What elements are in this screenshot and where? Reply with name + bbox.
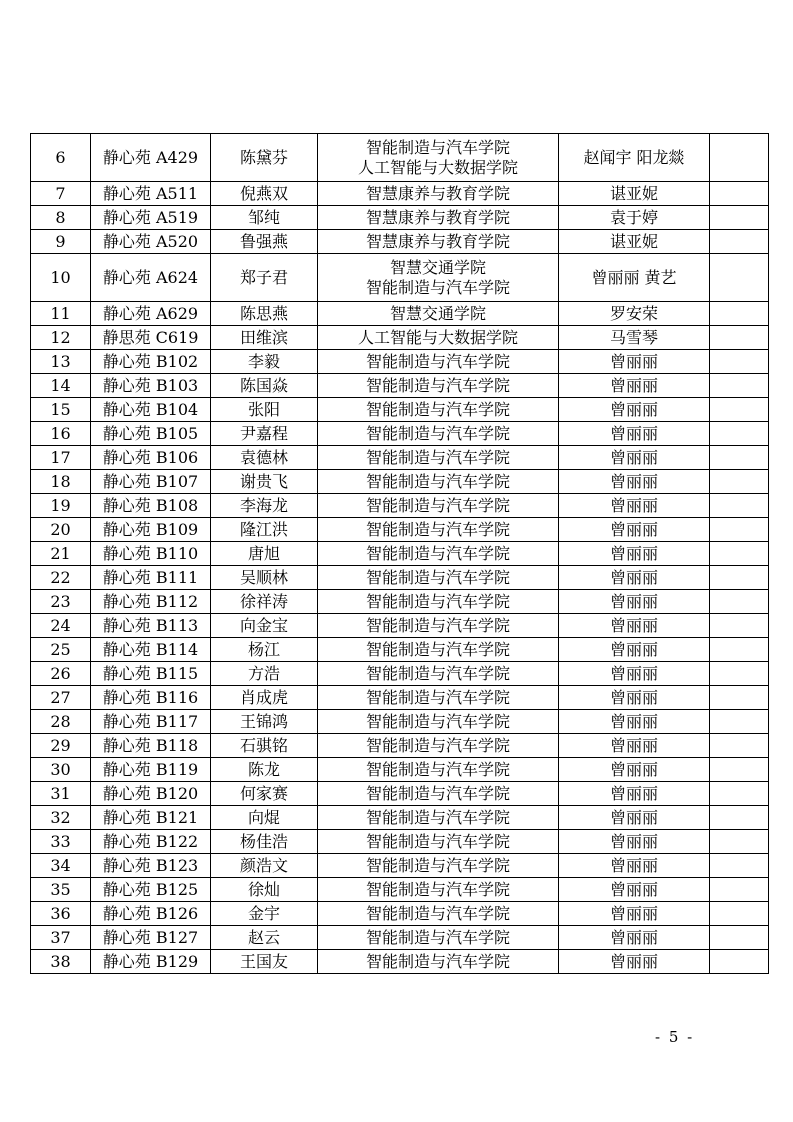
- room-cell: 静心苑 B125: [91, 878, 211, 902]
- name-cell: 郑子君: [211, 254, 318, 302]
- note-cell: [710, 542, 769, 566]
- note-cell: [710, 830, 769, 854]
- table-row: [31, 638, 769, 662]
- table-row: [31, 902, 769, 926]
- college-cell: [318, 782, 559, 806]
- name-cell: 杨佳浩: [211, 830, 318, 854]
- room-cell: 静心苑 B120: [91, 782, 211, 806]
- row-number-cell: 17: [31, 446, 91, 470]
- table-row: [31, 422, 769, 446]
- name-cell: 袁德林: [211, 446, 318, 470]
- college-cell: [318, 134, 559, 182]
- note-cell: [710, 566, 769, 590]
- table-row: [31, 518, 769, 542]
- college-cell: [318, 710, 559, 734]
- college-cell: [318, 662, 559, 686]
- name-cell: 陈思燕: [211, 302, 318, 326]
- row-number-cell: 27: [31, 686, 91, 710]
- room-cell: 静心苑 A429: [91, 134, 211, 182]
- college-cell: [318, 254, 559, 302]
- counselor-cell: 曾丽丽: [559, 518, 710, 542]
- room-cell: 静心苑 B122: [91, 830, 211, 854]
- table-row: [31, 734, 769, 758]
- counselor-cell: 曾丽丽: [559, 398, 710, 422]
- name-cell: 肖成虎: [211, 686, 318, 710]
- room-cell: 静心苑 B119: [91, 758, 211, 782]
- room-cell: 静心苑 B117: [91, 710, 211, 734]
- note-cell: [710, 806, 769, 830]
- counselor-cell: 曾丽丽: [559, 590, 710, 614]
- room-cell: 静心苑 B114: [91, 638, 211, 662]
- row-number-cell: 31: [31, 782, 91, 806]
- note-cell: [710, 326, 769, 350]
- college-cell: [318, 182, 559, 206]
- college-cell: [318, 374, 559, 398]
- counselor-cell: 曾丽丽: [559, 446, 710, 470]
- row-number-cell: 8: [31, 206, 91, 230]
- college-name: 智能制造与汽车学院: [365, 711, 510, 731]
- college-cell: [318, 494, 559, 518]
- table-row: [31, 446, 769, 470]
- college-name: 智慧交通学院: [389, 257, 486, 277]
- note-cell: [710, 662, 769, 686]
- room-cell: 静心苑 B116: [91, 686, 211, 710]
- college-name: 智能制造与汽车学院: [365, 807, 510, 827]
- note-cell: [710, 782, 769, 806]
- counselor-cell: 马雪琴: [559, 326, 710, 350]
- college-name: 智慧康养与教育学院: [365, 207, 510, 227]
- college-cell: [318, 398, 559, 422]
- college-name: 智能制造与汽车学院: [365, 447, 510, 467]
- college-name: 智能制造与汽车学院: [365, 831, 510, 851]
- table-row: [31, 350, 769, 374]
- name-cell: 张阳: [211, 398, 318, 422]
- name-cell: 向金宝: [211, 614, 318, 638]
- name-cell: 方浩: [211, 662, 318, 686]
- college-name: 智能制造与汽车学院: [365, 567, 510, 587]
- row-number-cell: 13: [31, 350, 91, 374]
- row-number-cell: 11: [31, 302, 91, 326]
- college-cell: [318, 518, 559, 542]
- counselor-cell: 曾丽丽: [559, 830, 710, 854]
- table-row: [31, 926, 769, 950]
- row-number-cell: 7: [31, 182, 91, 206]
- counselor-cell: 谌亚妮: [559, 182, 710, 206]
- room-cell: 静思苑 C619: [91, 326, 211, 350]
- college-name: 智能制造与汽车学院: [365, 951, 510, 971]
- college-name: 智能制造与汽车学院: [365, 855, 510, 875]
- college-cell: [318, 734, 559, 758]
- table-row: [31, 710, 769, 734]
- table-row: [31, 398, 769, 422]
- counselor-cell: 曾丽丽: [559, 494, 710, 518]
- note-cell: [710, 590, 769, 614]
- table-row: [31, 878, 769, 902]
- room-cell: 静心苑 B105: [91, 422, 211, 446]
- row-number-cell: 22: [31, 566, 91, 590]
- room-cell: 静心苑 B115: [91, 662, 211, 686]
- counselor-cell: 曾丽丽: [559, 662, 710, 686]
- table-row: [31, 590, 769, 614]
- table-row: [31, 206, 769, 230]
- college-cell: [318, 758, 559, 782]
- room-cell: 静心苑 B102: [91, 350, 211, 374]
- college-name: 智能制造与汽车学院: [365, 615, 510, 635]
- table-row: [31, 470, 769, 494]
- note-cell: [710, 446, 769, 470]
- room-cell: 静心苑 B107: [91, 470, 211, 494]
- counselor-cell: 曾丽丽: [559, 470, 710, 494]
- room-cell: 静心苑 B113: [91, 614, 211, 638]
- counselor-cell: 曾丽丽 黄艺: [559, 254, 710, 302]
- counselor-cell: 曾丽丽: [559, 638, 710, 662]
- counselor-cell: 罗安荣: [559, 302, 710, 326]
- table-row: [31, 854, 769, 878]
- name-cell: 赵云: [211, 926, 318, 950]
- row-number-cell: 37: [31, 926, 91, 950]
- note-cell: [710, 206, 769, 230]
- name-cell: 邹纯: [211, 206, 318, 230]
- name-cell: 王锦鸿: [211, 710, 318, 734]
- name-cell: 谢贵飞: [211, 470, 318, 494]
- note-cell: [710, 302, 769, 326]
- note-cell: [710, 638, 769, 662]
- row-number-cell: 26: [31, 662, 91, 686]
- table-row: [31, 758, 769, 782]
- name-cell: 陈龙: [211, 758, 318, 782]
- row-number-cell: 10: [31, 254, 91, 302]
- row-number-cell: 28: [31, 710, 91, 734]
- counselor-cell: 曾丽丽: [559, 374, 710, 398]
- row-number-cell: 30: [31, 758, 91, 782]
- table-row: [31, 182, 769, 206]
- note-cell: [710, 182, 769, 206]
- row-number-cell: 19: [31, 494, 91, 518]
- note-cell: [710, 230, 769, 254]
- college-name: 智能制造与汽车学院: [365, 423, 510, 443]
- college-name: 智能制造与汽车学院: [365, 375, 510, 395]
- college-cell: [318, 350, 559, 374]
- name-cell: 倪燕双: [211, 182, 318, 206]
- name-cell: 隆江洪: [211, 518, 318, 542]
- note-cell: [710, 422, 769, 446]
- room-cell: 静心苑 B108: [91, 494, 211, 518]
- note-cell: [710, 614, 769, 638]
- note-cell: [710, 350, 769, 374]
- room-cell: 静心苑 B109: [91, 518, 211, 542]
- name-cell: 鲁强燕: [211, 230, 318, 254]
- college-name: 智能制造与汽车学院: [365, 903, 510, 923]
- table-row: [31, 494, 769, 518]
- row-number-cell: 34: [31, 854, 91, 878]
- counselor-cell: 赵闻宇 阳龙燚: [559, 134, 710, 182]
- college-cell: [318, 902, 559, 926]
- table-row: [31, 542, 769, 566]
- counselor-cell: 曾丽丽: [559, 758, 710, 782]
- name-cell: 向焜: [211, 806, 318, 830]
- note-cell: [710, 710, 769, 734]
- row-number-cell: 25: [31, 638, 91, 662]
- table-row: [31, 806, 769, 830]
- college-cell: [318, 542, 559, 566]
- college-cell: [318, 950, 559, 974]
- note-cell: [710, 494, 769, 518]
- room-cell: 静心苑 B118: [91, 734, 211, 758]
- name-cell: 王国友: [211, 950, 318, 974]
- name-cell: 李海龙: [211, 494, 318, 518]
- table-row: [31, 830, 769, 854]
- note-cell: [710, 374, 769, 398]
- room-cell: 静心苑 B126: [91, 902, 211, 926]
- college-cell: [318, 854, 559, 878]
- note-cell: [710, 254, 769, 302]
- row-number-cell: 18: [31, 470, 91, 494]
- name-cell: 唐旭: [211, 542, 318, 566]
- row-number-cell: 23: [31, 590, 91, 614]
- college-cell: [318, 590, 559, 614]
- row-number-cell: 9: [31, 230, 91, 254]
- college-cell: [318, 614, 559, 638]
- college-name: 智能制造与汽车学院: [365, 759, 510, 779]
- college-name: 智能制造与汽车学院: [365, 277, 510, 297]
- row-number-cell: 6: [31, 134, 91, 182]
- college-cell: [318, 302, 559, 326]
- table-row: [31, 302, 769, 326]
- college-cell: [318, 230, 559, 254]
- college-name: 智能制造与汽车学院: [365, 137, 510, 157]
- college-name: 智能制造与汽车学院: [365, 735, 510, 755]
- note-cell: [710, 518, 769, 542]
- name-cell: 李毅: [211, 350, 318, 374]
- room-cell: 静心苑 A511: [91, 182, 211, 206]
- room-cell: 静心苑 B112: [91, 590, 211, 614]
- row-number-cell: 20: [31, 518, 91, 542]
- college-cell: [318, 422, 559, 446]
- table-row: [31, 230, 769, 254]
- college-cell: [318, 206, 559, 230]
- room-cell: 静心苑 A519: [91, 206, 211, 230]
- row-number-cell: 15: [31, 398, 91, 422]
- name-cell: 尹嘉程: [211, 422, 318, 446]
- row-number-cell: 21: [31, 542, 91, 566]
- college-name: 智能制造与汽车学院: [365, 687, 510, 707]
- college-name: 智能制造与汽车学院: [365, 639, 510, 659]
- name-cell: 金宇: [211, 902, 318, 926]
- row-number-cell: 32: [31, 806, 91, 830]
- name-cell: 徐灿: [211, 878, 318, 902]
- room-cell: 静心苑 B123: [91, 854, 211, 878]
- college-name: 智能制造与汽车学院: [365, 591, 510, 611]
- counselor-cell: 曾丽丽: [559, 782, 710, 806]
- counselor-cell: 曾丽丽: [559, 422, 710, 446]
- note-cell: [710, 902, 769, 926]
- college-name: 智能制造与汽车学院: [365, 351, 510, 371]
- note-cell: [710, 878, 769, 902]
- counselor-cell: 曾丽丽: [559, 566, 710, 590]
- college-name: 智慧康养与教育学院: [365, 231, 510, 251]
- college-cell: [318, 566, 559, 590]
- room-cell: 静心苑 B129: [91, 950, 211, 974]
- counselor-cell: 曾丽丽: [559, 614, 710, 638]
- row-number-cell: 14: [31, 374, 91, 398]
- college-name: 智能制造与汽车学院: [365, 927, 510, 947]
- college-name: 智能制造与汽车学院: [365, 399, 510, 419]
- row-number-cell: 12: [31, 326, 91, 350]
- counselor-cell: 袁于婷: [559, 206, 710, 230]
- college-cell: [318, 830, 559, 854]
- college-name: 智能制造与汽车学院: [365, 495, 510, 515]
- counselor-cell: 曾丽丽: [559, 854, 710, 878]
- page-number: - 5 -: [655, 1028, 695, 1046]
- table-row: [31, 134, 769, 182]
- room-cell: 静心苑 B104: [91, 398, 211, 422]
- counselor-cell: 曾丽丽: [559, 734, 710, 758]
- room-cell: 静心苑 A624: [91, 254, 211, 302]
- table-row: [31, 614, 769, 638]
- name-cell: 陈黛芬: [211, 134, 318, 182]
- row-number-cell: 29: [31, 734, 91, 758]
- note-cell: [710, 134, 769, 182]
- college-name: 智能制造与汽车学院: [365, 519, 510, 539]
- college-name: 智慧康养与教育学院: [365, 183, 510, 203]
- counselor-cell: 谌亚妮: [559, 230, 710, 254]
- note-cell: [710, 854, 769, 878]
- note-cell: [710, 686, 769, 710]
- table-row: [31, 782, 769, 806]
- note-cell: [710, 926, 769, 950]
- counselor-cell: 曾丽丽: [559, 710, 710, 734]
- name-cell: 徐祥涛: [211, 590, 318, 614]
- table-row: [31, 326, 769, 350]
- room-cell: 静心苑 B106: [91, 446, 211, 470]
- row-number-cell: 16: [31, 422, 91, 446]
- counselor-cell: 曾丽丽: [559, 950, 710, 974]
- name-cell: 石骐铭: [211, 734, 318, 758]
- room-cell: 静心苑 A520: [91, 230, 211, 254]
- counselor-cell: 曾丽丽: [559, 350, 710, 374]
- college-name: 智能制造与汽车学院: [365, 783, 510, 803]
- college-cell: [318, 878, 559, 902]
- college-name: 智能制造与汽车学院: [365, 471, 510, 491]
- row-number-cell: 33: [31, 830, 91, 854]
- table-row: [31, 950, 769, 974]
- row-number-cell: 36: [31, 902, 91, 926]
- name-cell: 陈国焱: [211, 374, 318, 398]
- room-cell: 静心苑 B121: [91, 806, 211, 830]
- name-cell: 何家赛: [211, 782, 318, 806]
- room-cell: 静心苑 A629: [91, 302, 211, 326]
- room-cell: 静心苑 B111: [91, 566, 211, 590]
- room-cell: 静心苑 B110: [91, 542, 211, 566]
- table-row: [31, 662, 769, 686]
- dorm-table: [30, 133, 769, 974]
- name-cell: 田维滨: [211, 326, 318, 350]
- counselor-cell: 曾丽丽: [559, 926, 710, 950]
- note-cell: [710, 950, 769, 974]
- college-cell: [318, 926, 559, 950]
- college-cell: [318, 806, 559, 830]
- college-name: 人工智能与大数据学院: [357, 327, 518, 347]
- room-cell: 静心苑 B127: [91, 926, 211, 950]
- college-cell: [318, 638, 559, 662]
- row-number-cell: 38: [31, 950, 91, 974]
- college-cell: [318, 470, 559, 494]
- counselor-cell: 曾丽丽: [559, 542, 710, 566]
- counselor-cell: 曾丽丽: [559, 686, 710, 710]
- note-cell: [710, 758, 769, 782]
- note-cell: [710, 734, 769, 758]
- college-cell: [318, 326, 559, 350]
- college-name: 人工智能与大数据学院: [357, 157, 518, 177]
- college-name: 智能制造与汽车学院: [365, 879, 510, 899]
- row-number-cell: 35: [31, 878, 91, 902]
- note-cell: [710, 470, 769, 494]
- row-number-cell: 24: [31, 614, 91, 638]
- counselor-cell: 曾丽丽: [559, 806, 710, 830]
- college-name: 智能制造与汽车学院: [365, 543, 510, 563]
- name-cell: 杨江: [211, 638, 318, 662]
- counselor-cell: 曾丽丽: [559, 902, 710, 926]
- college-cell: [318, 446, 559, 470]
- table-row: [31, 254, 769, 302]
- college-name: 智能制造与汽车学院: [365, 663, 510, 683]
- table-row: [31, 566, 769, 590]
- college-name: 智慧交通学院: [389, 303, 486, 323]
- table-body: [31, 134, 769, 974]
- name-cell: 吴顺林: [211, 566, 318, 590]
- table-row: [31, 374, 769, 398]
- table-row: [31, 686, 769, 710]
- name-cell: 颜浩文: [211, 854, 318, 878]
- counselor-cell: 曾丽丽: [559, 878, 710, 902]
- room-cell: 静心苑 B103: [91, 374, 211, 398]
- college-cell: [318, 686, 559, 710]
- note-cell: [710, 398, 769, 422]
